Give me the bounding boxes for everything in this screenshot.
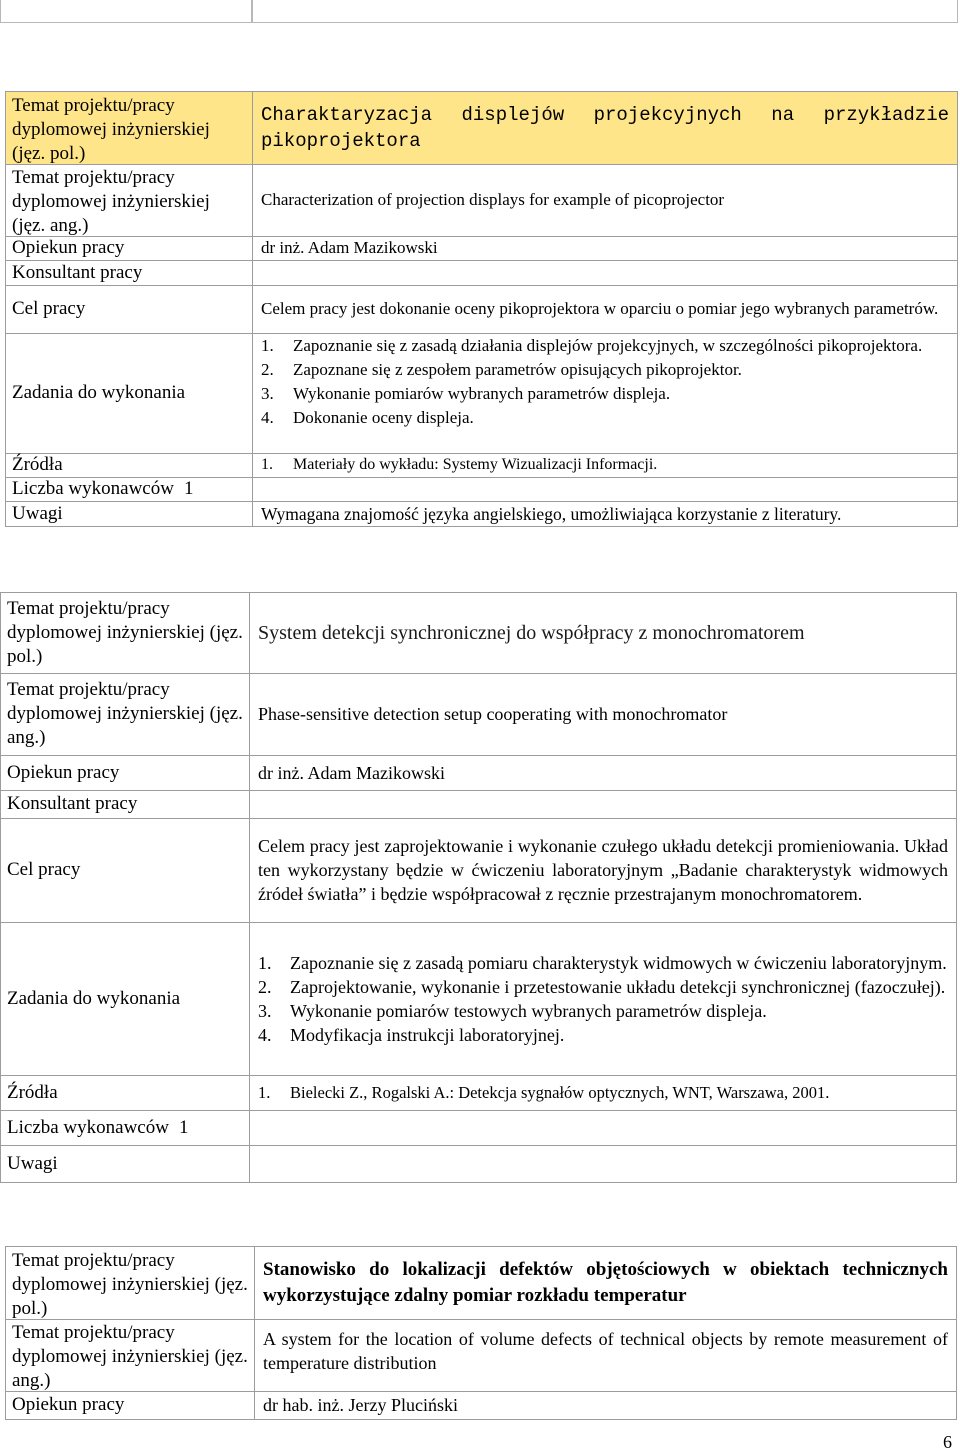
row-notes <box>1 1145 956 1182</box>
row-consultant <box>6 260 957 286</box>
supervisor-value: dr hab. inż. Jerzy Pluciński <box>263 1395 458 1415</box>
supervisor-value: dr inż. Adam Mazikowski <box>258 762 445 783</box>
label-title-pl: Temat projektu/pracy dyplomowej inżynierskiej (jęz. pol.) <box>6 1247 255 1319</box>
row-goal <box>1 818 956 923</box>
project-title-en: A system for the location of volume defects of technical objects by remote measurement of temperature distribution <box>263 1329 948 1373</box>
notes-value: Wymagana znajomość języka angielskiego, umożliwiająca korzystanie z literatury. <box>261 503 842 524</box>
project-title-en: Phase-sensitive detection setup cooperating with monochromator <box>258 704 728 724</box>
label-goal: Cel pracy <box>6 285 253 333</box>
label-title-pl: Temat projektu/pracy dyplomowej inżynierskiej (jęz. pol.) <box>1 593 250 673</box>
label-supervisor: Opiekun pracy <box>1 755 250 790</box>
row-consultant <box>1 790 956 819</box>
task-item: 3. Wykonanie pomiarów testowych wybranych parametrów displeja. <box>258 1000 767 1021</box>
project-title-pl: System detekcji synchronicznej do współpracy z monochromatorem <box>258 622 805 644</box>
notes-value <box>250 1145 956 1182</box>
row-supervisor <box>6 1391 956 1419</box>
row-goal <box>6 285 957 334</box>
consultant-value <box>250 790 956 818</box>
task-item: 3. Wykonanie pomiarów wybranych parametrów displeja. <box>261 384 671 403</box>
row-notes <box>6 501 957 526</box>
executors-value: 1 <box>178 1116 189 1138</box>
consultant-value <box>253 260 957 285</box>
executors-value: 1 <box>183 478 194 499</box>
row-title-en <box>1 673 956 756</box>
row-supervisor <box>1 755 956 791</box>
task-item: 2. Zaprojektowanie, wykonanie i przetestowanie układu detekcji synchronicznej (fazoczułej). <box>258 976 946 997</box>
label-executors: Liczba wykonawców 1 <box>6 477 253 501</box>
supervisor-value: dr inż. Adam Mazikowski <box>261 238 438 257</box>
label-title-pl: Temat projektu/pracy dyplomowej inżynierskiej (jęz. pol.) <box>6 92 253 164</box>
goal-value: Celem pracy jest dokonanie oceny pikoprojektora w oparciu o pomiar jego wybranych parametrów. <box>261 299 939 318</box>
label-title-en: Temat projektu/pracy dyplomowej inżynierskiej (jęz. ang.) <box>6 1319 255 1391</box>
project-title-pl: Charaktaryzacja displejów projekcyjnych na przykładzie pikoprojektora <box>261 104 949 152</box>
source-item: 1. Materiały do wykładu: Systemy Wizualizacji Informacji. <box>261 456 658 473</box>
empty-cell <box>252 0 958 23</box>
task-item: 1. Zapoznanie się z zasadą działania displejów projekcyjnych, w szczególności pikoprojektora. <box>261 336 923 355</box>
source-item: 1. Bielecki Z., Rogalski A.: Detekcja sygnałów optycznych, WNT, Warszawa, 2001. <box>258 1082 830 1102</box>
project-table-1 <box>5 91 958 527</box>
label-notes: Uwagi <box>1 1145 250 1182</box>
label-consultant: Konsultant pracy <box>1 790 250 818</box>
label-tasks: Zadania do wykonania <box>1 922 250 1075</box>
task-item: 1. Zapoznanie się z zasadą pomiaru charakterystyk widmowych w ćwiczeniu laboratoryjnym. <box>258 952 947 973</box>
task-list <box>261 334 949 430</box>
project-table-3 <box>5 1246 957 1420</box>
row-sources <box>6 453 957 478</box>
label-notes: Uwagi <box>6 501 253 526</box>
task-item: 4. Dokonanie oceny displeja. <box>261 408 474 427</box>
row-title-en <box>6 164 957 237</box>
row-title-pl <box>6 92 957 165</box>
row-title-en <box>6 1319 956 1392</box>
label-goal: Cel pracy <box>1 818 250 922</box>
label-tasks: Zadania do wykonania <box>6 333 253 453</box>
row-title-pl <box>1 593 956 674</box>
label-sources: Źródła <box>1 1075 250 1110</box>
label-sources: Źródła <box>6 453 253 477</box>
row-tasks <box>6 333 957 454</box>
project-table-2 <box>0 592 957 1183</box>
executors-empty <box>253 477 957 501</box>
goal-value: Celem pracy jest zaprojektowanie i wykonanie czułego układu detekcji promieniowania. Układ ten wykorzystany będzie w ćwiczeniu laboratoryjnym „Badanie charakterystyk widmowych źródeł światła” i będzie współpracował z ręcznie przestrajanym monochromatorem. <box>258 836 948 904</box>
label-consultant: Konsultant pracy <box>6 260 253 285</box>
label-supervisor: Opiekun pracy <box>6 1391 255 1419</box>
row-tasks <box>1 922 956 1076</box>
sources-value <box>250 1075 956 1110</box>
project-title-pl: Stanowisko do lokalizacji defektów objętościowych w obiektach technicznych wykorzystujące zdalny pomiar rozkładu temperatur <box>263 1259 948 1306</box>
label-title-en: Temat projektu/pracy dyplomowej inżynierskiej (jęz. ang.) <box>1 673 250 755</box>
task-item: 2. Zapoznane się z zespołem parametrów opisujących pikoprojektor. <box>261 360 742 379</box>
tasks-value <box>253 333 957 453</box>
row-executors <box>1 1110 956 1146</box>
previous-table-strip <box>0 0 958 24</box>
task-item: 4. Modyfikacja instrukcji laboratoryjnej. <box>258 1024 565 1045</box>
executors-empty <box>250 1110 956 1145</box>
label-title-en: Temat projektu/pracy dyplomowej inżynierskiej (jęz. ang.) <box>6 164 253 236</box>
page-number: 6 <box>943 1432 952 1452</box>
row-executors <box>6 477 957 502</box>
row-supervisor <box>6 236 957 261</box>
empty-cell <box>0 0 252 23</box>
row-sources <box>1 1075 956 1111</box>
sources-value <box>253 453 957 477</box>
label-supervisor: Opiekun pracy <box>6 236 253 260</box>
label-executors: Liczba wykonawców 1 <box>1 1110 250 1145</box>
row-title-pl <box>6 1247 956 1320</box>
project-title-en: Characterization of projection displays for example of picoprojector <box>261 190 725 209</box>
tasks-value <box>250 922 956 1075</box>
task-list <box>258 951 948 1047</box>
